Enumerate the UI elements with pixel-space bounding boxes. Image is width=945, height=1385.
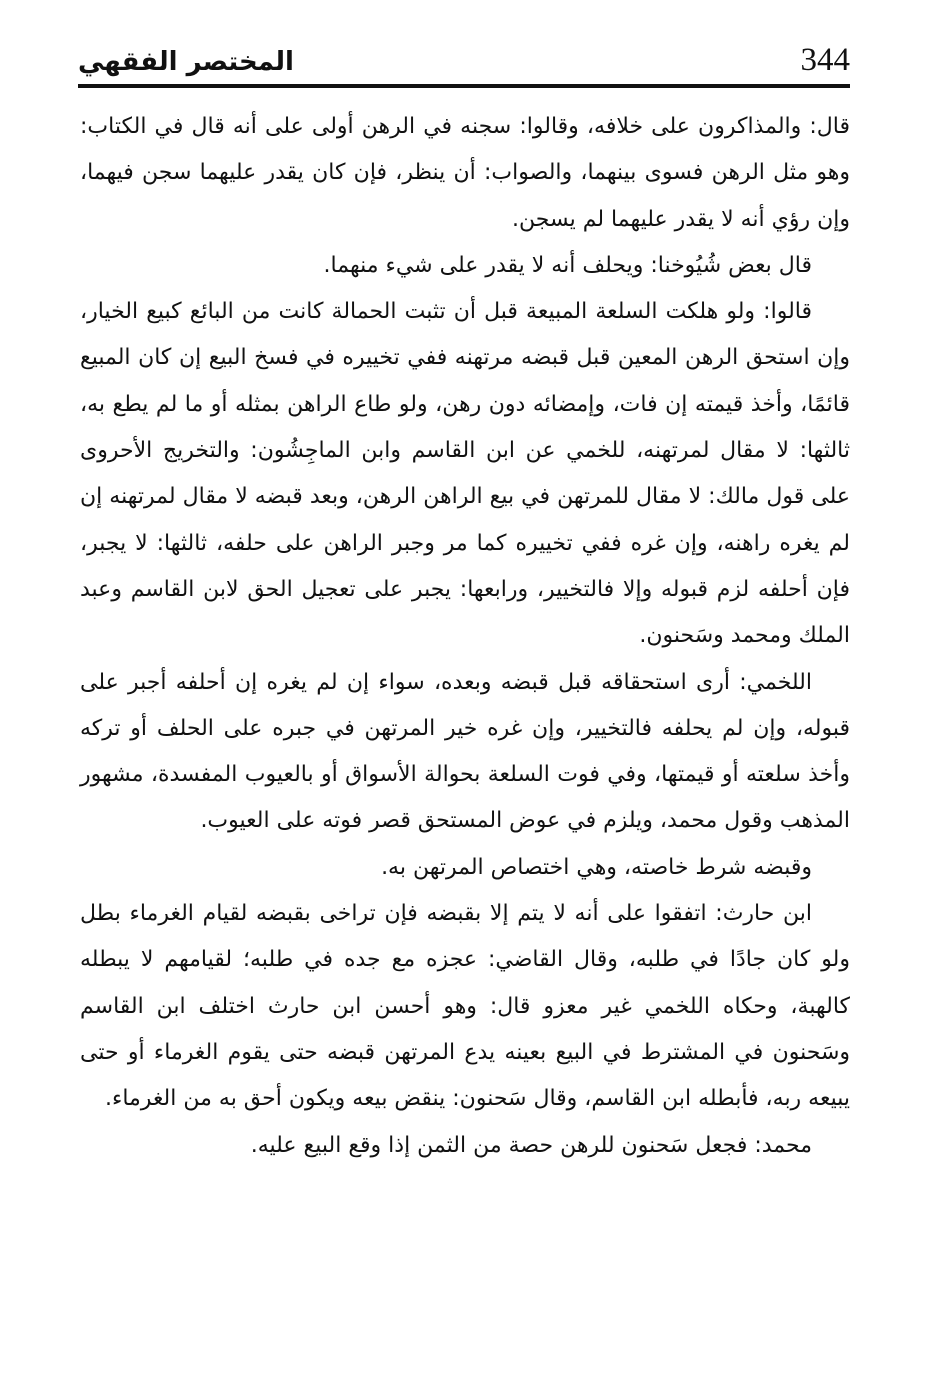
paragraph: محمد: فجعل سَحنون للرهن حصة من الثمن إذا وقع البيع عليه. (250, 1132, 812, 1158)
paragraph: قال: والمذاكرون على خلافه، وقالوا: سجنه في الرهن أولى على أنه قال في الكتاب: وهو مثل الرهن فسوى بينهما، والصواب: أن ينظر، فإن كان يقدر عليهما سجن فيهما، وإن رؤي أنه لا يقدر عليهما لم يسجن. (80, 114, 850, 232)
paragraph: ابن حارث: اتفقوا على أنه لا يتم إلا بقبضه فإن تراخى بقبضه لقيام الغرماء بطل ولو كان جادًا في طلبه، وقال القاضي: عجزه مع جده في طلبه؛ لقيامهم لا يبطله كالهبة، وحكاه اللخمي غير معزو قال: وهو أحسن ابن حارث اختلف ابن القاسم وسَحنون في المشترط في البيع بعينه يدع المرتهن قبضه حتى يقوم الغرماء أو حتى يبيعه ربه، فأبطله ابن القاسم، وقال سَحنون: ينقض بيعه ويكون أحق به من الغرماء. (80, 901, 850, 1112)
body-text (80, 104, 850, 1169)
paragraph: اللخمي: أرى استحقاقه قبل قبضه وبعده، سواء إن لم يغره إن أحلفه أجبر على قبوله، وإن لم يحلفه فالتخيير، وإن غره خير المرتهن في جبره على الحلف أو تركه وأخذ سلعته أو قيمتها، وفي فوت السلعة بحوالة الأسواق أو بالعيوب المفسدة، مشهور المذهب وقول محمد، ويلزم في عوض المستحق قصر فوته على العيوب. (80, 669, 850, 834)
paragraph: قال بعض شُيُوخنا: ويحلف أنه لا يقدر على شيء منهما. (323, 252, 812, 278)
paragraph: قالوا: ولو هلكت السلعة المبيعة قبل أن تثبت الحمالة كانت من البائع كبيع الخيار، وإن استحق الرهن المعين قبل قبضه مرتهنه ففي تخييره في فسخ البيع إن كان المبيع قائمًا، وأخذ قيمته إن فات، وإمضائه دون رهن، ولو طاع الراهن بمثله أو ما لم يطع به، ثالثها: لا مقال لمرتهنه، للخمي عن ابن القاسم وابن الماجِشُون: والتخريج الأحروى على قول مالك: لا مقال للمرتهن في بيع الراهن الرهن، وبعد قبضه لا مقال لمرتهنه إن لم يغره راهنه، وإن غره ففي تخييره كما مر وجبر الراهن على حلفه، ثالثها: لا يجبر، فإن أحلفه لزم قبوله وإلا فالتخيير، ورابعها: يجبر على تعجيل الحق لابن القاسم وعبد الملك ومحمد وسَحنون. (80, 299, 850, 649)
paragraph: وقبضه شرط خاصته، وهي اختصاص المرتهن به. (381, 854, 812, 880)
running-title: المختصر الفقهي (78, 47, 294, 77)
page-number: 344 (800, 42, 850, 78)
page-header (78, 38, 850, 88)
header-rule (78, 84, 850, 88)
